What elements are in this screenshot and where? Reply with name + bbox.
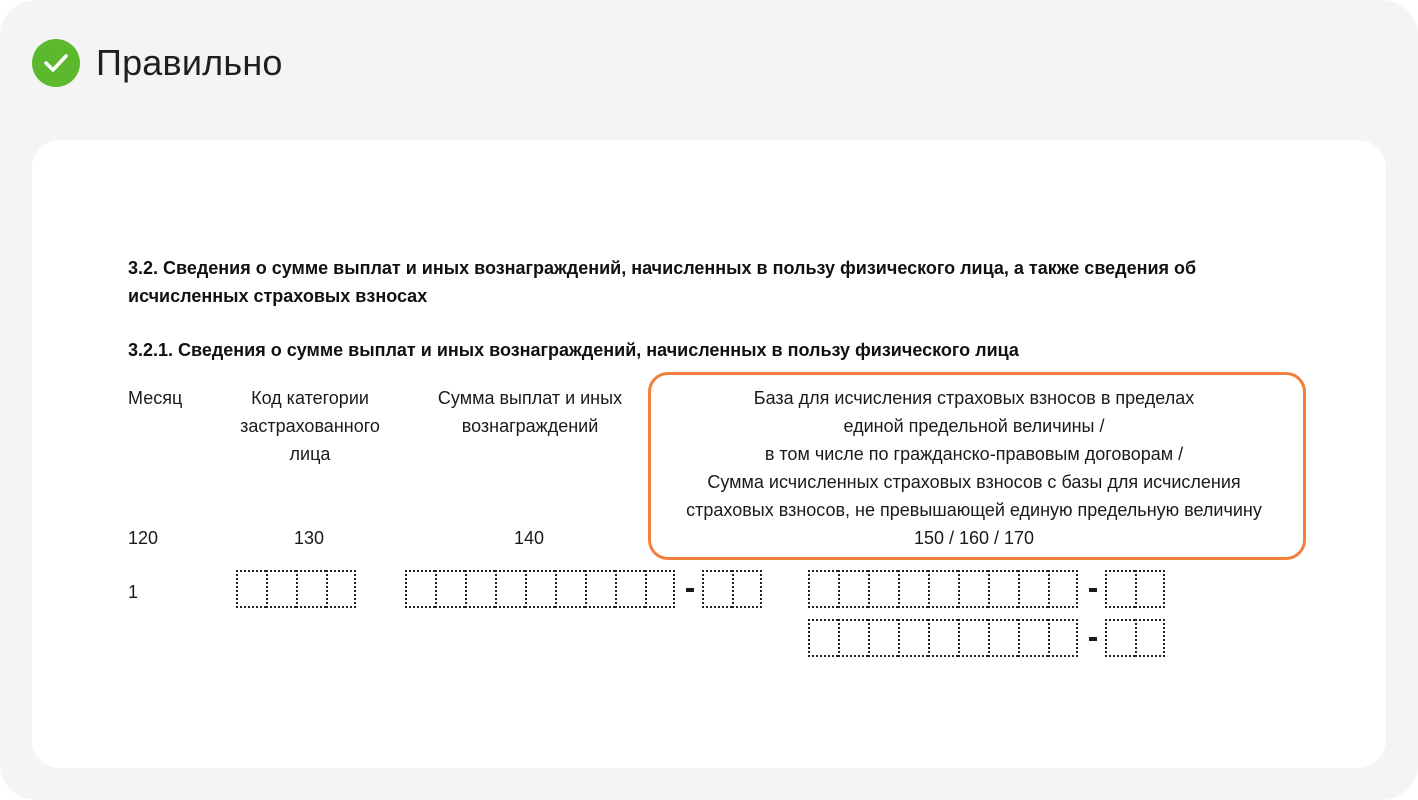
- input-cell[interactable]: [615, 570, 645, 608]
- contract-sum-kopecks-field[interactable]: [1105, 619, 1165, 657]
- code-sum: 140: [514, 528, 545, 548]
- decimal-separator: [686, 588, 694, 592]
- code-month: 120: [128, 528, 159, 548]
- status-header: [32, 38, 283, 88]
- form-card: [32, 140, 1386, 768]
- input-cell[interactable]: [405, 570, 435, 608]
- input-cell[interactable]: [988, 619, 1018, 657]
- section-subtitle: 3.2.1. Сведения о сумме выплат и иных вознаграждений, начисленных в пользу физического лица: [128, 340, 1019, 360]
- input-cell[interactable]: [958, 570, 988, 608]
- column-month: Месяц: [128, 388, 183, 408]
- input-cell[interactable]: [702, 570, 732, 608]
- column-base-line4: Сумма исчисленных страховых взносов с базы для исчисления: [707, 472, 1241, 492]
- input-cell[interactable]: [525, 570, 555, 608]
- input-cell[interactable]: [555, 570, 585, 608]
- column-base-line3: в том числе по гражданско-правовым договорам /: [764, 444, 1184, 464]
- category-code-field[interactable]: [236, 570, 356, 608]
- input-cell[interactable]: [1018, 570, 1048, 608]
- input-cell[interactable]: [838, 619, 868, 657]
- input-cell[interactable]: [435, 570, 465, 608]
- highlight-frame: [648, 372, 1306, 560]
- input-cell[interactable]: [988, 570, 1018, 608]
- input-cell[interactable]: [928, 570, 958, 608]
- column-base-line1: База для исчисления страховых взносов в пределах: [753, 388, 1195, 408]
- contract-sum-field[interactable]: [808, 619, 1078, 657]
- base-sum-field[interactable]: [808, 570, 1078, 608]
- payments-sum-field[interactable]: [405, 570, 675, 608]
- input-cell[interactable]: [495, 570, 525, 608]
- input-cell[interactable]: [1135, 619, 1165, 657]
- column-base-line2: единой предельной величины /: [843, 416, 1105, 436]
- base-sum-kopecks-field[interactable]: [1105, 570, 1165, 608]
- input-cell[interactable]: [868, 619, 898, 657]
- month-value: 1: [128, 582, 139, 602]
- input-cell[interactable]: [585, 570, 615, 608]
- input-cell[interactable]: [1048, 619, 1078, 657]
- input-cell[interactable]: [928, 619, 958, 657]
- column-category-code: Код категории застрахованного лица: [240, 388, 380, 464]
- section-title: 3.2. Сведения о сумме выплат и иных вознаграждений, начисленных в пользу физического лица, а также сведения об исчисленных страховых взносах: [128, 258, 1197, 306]
- input-cell[interactable]: [898, 570, 928, 608]
- status-label: Правильно: [96, 42, 283, 83]
- input-cell[interactable]: [465, 570, 495, 608]
- input-cell[interactable]: [898, 619, 928, 657]
- decimal-separator: [1089, 588, 1097, 592]
- input-cell[interactable]: [236, 570, 266, 608]
- column-payments-sum: Сумма выплат и иных вознаграждений: [437, 388, 623, 436]
- input-cell[interactable]: [296, 570, 326, 608]
- input-cell[interactable]: [1105, 619, 1135, 657]
- input-cell[interactable]: [1105, 570, 1135, 608]
- code-category: 130: [294, 528, 325, 548]
- input-cell[interactable]: [732, 570, 762, 608]
- input-cell[interactable]: [958, 619, 988, 657]
- input-cell[interactable]: [266, 570, 296, 608]
- input-cell[interactable]: [808, 619, 838, 657]
- checkmark-icon: [32, 39, 80, 87]
- input-cell[interactable]: [1048, 570, 1078, 608]
- payments-sum-kopecks-field[interactable]: [702, 570, 762, 608]
- code-base: 150 / 160 / 170: [913, 528, 1035, 548]
- input-cell[interactable]: [326, 570, 356, 608]
- input-cell[interactable]: [868, 570, 898, 608]
- decimal-separator: [1089, 637, 1097, 641]
- input-cell[interactable]: [838, 570, 868, 608]
- column-base-line5: страховых взносов, не превышающей единую предельную величину: [686, 500, 1262, 520]
- input-cell[interactable]: [1135, 570, 1165, 608]
- input-cell[interactable]: [808, 570, 838, 608]
- input-cell[interactable]: [645, 570, 675, 608]
- input-cell[interactable]: [1018, 619, 1048, 657]
